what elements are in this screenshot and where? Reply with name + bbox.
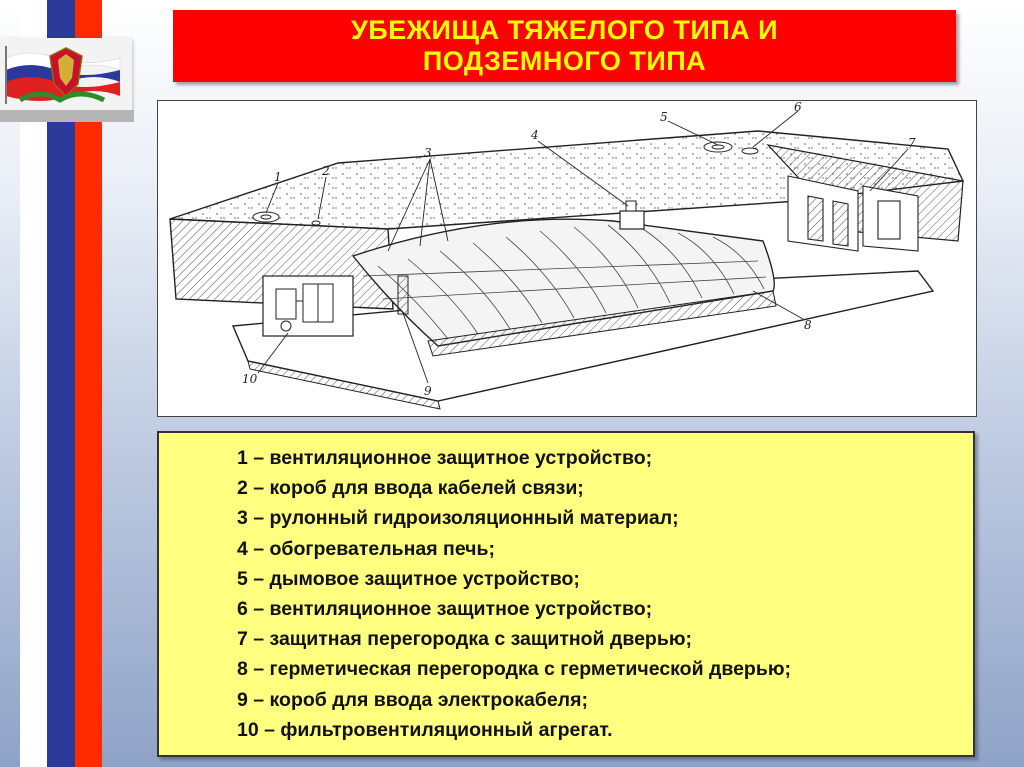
heating-stove [620, 211, 644, 229]
emblem-underline-bar [0, 110, 134, 122]
callout-5: 5 [660, 110, 668, 124]
legend-item: 3 – рулонный гидроизоляционный материал; [237, 507, 679, 530]
callout-2: 2 [322, 164, 330, 178]
callout-6: 6 [794, 101, 802, 114]
title-banner [173, 10, 956, 82]
callout-3: 3 [424, 146, 432, 160]
emblem-icon [0, 38, 132, 110]
legend-item: 4 – обогревательная печь; [237, 537, 495, 560]
legend-item: 7 – защитная перегородка с защитной дверью; [237, 628, 692, 651]
callout-4: 4 [531, 128, 539, 142]
callout-9: 9 [424, 384, 432, 398]
legend-item: 10 – фильтровентиляционный агрегат. [237, 718, 613, 741]
emblem-panel [0, 38, 132, 110]
legend-list [237, 443, 791, 745]
legend-item: 8 – герметическая перегородка с герметической дверью; [237, 658, 791, 681]
callout-8: 8 [804, 318, 812, 332]
legend-item: 1 – вентиляционное защитное устройство; [237, 447, 653, 469]
title-line-1: УБЕЖИЩА ТЯЖЕЛОГО ТИПА И [350, 15, 779, 45]
legend-item: 2 – короб для ввода кабелей связи; [237, 477, 584, 500]
callout-10: 10 [242, 372, 258, 386]
shelter-diagram [157, 100, 977, 417]
legend-item: 6 – вентиляционное защитное устройство; [237, 598, 653, 621]
legend-panel [157, 431, 975, 757]
title-line-2: ПОДЗЕМНОГО ТИПА [422, 46, 707, 76]
shelter-cutaway-drawing [158, 101, 976, 416]
legend-item: 9 – короб для ввода электрокабеля; [237, 688, 588, 711]
electric-cable-box [398, 276, 408, 314]
callout-7: 7 [908, 136, 916, 150]
callout-1: 1 [274, 170, 282, 184]
legend-item: 5 – дымовое защитное устройство; [237, 567, 580, 590]
